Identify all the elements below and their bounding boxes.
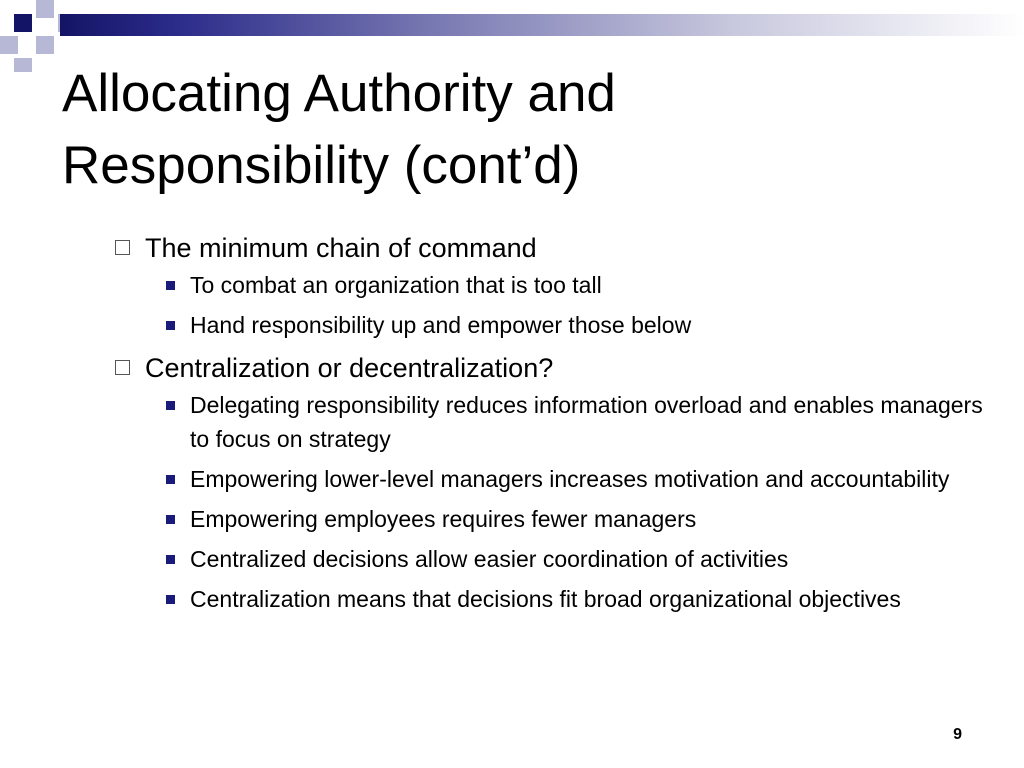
list-item-text: Empowering lower-level managers increases motivation and accountability — [190, 466, 950, 492]
list-item — [112, 268, 992, 302]
section-heading-text: The minimum chain of command — [145, 233, 537, 263]
bullet-list — [112, 268, 992, 342]
hollow-square-bullet-icon — [115, 360, 130, 375]
filled-square-bullet-icon — [166, 555, 175, 564]
filled-square-bullet-icon — [166, 515, 175, 524]
filled-square-bullet-icon — [166, 401, 175, 410]
slide-title-line: Allocating Authority and — [62, 64, 616, 123]
filled-square-bullet-icon — [166, 595, 175, 604]
section-heading-text: Centralization or decentralization? — [145, 353, 554, 383]
list-item — [112, 388, 992, 456]
deco-square — [14, 14, 32, 32]
deco-square — [36, 36, 54, 54]
deco-square — [14, 58, 32, 72]
hollow-square-bullet-icon — [115, 240, 130, 255]
deco-square — [36, 0, 54, 18]
list-item — [112, 308, 992, 342]
list-item — [112, 542, 992, 576]
list-item-text: Hand responsibility up and empower those below — [190, 312, 692, 338]
list-item — [112, 582, 992, 616]
list-item-text: To combat an organization that is too tall — [190, 272, 602, 298]
deco-square — [0, 36, 18, 54]
section-heading — [112, 348, 992, 388]
slide-title-line: Responsibility (cont’d) — [62, 136, 581, 195]
bullet-list — [112, 388, 992, 616]
list-item-text: Centralized decisions allow easier coordination of activities — [190, 546, 789, 572]
list-item — [112, 502, 992, 536]
section-heading — [112, 228, 992, 268]
filled-square-bullet-icon — [166, 321, 175, 330]
slide-body — [112, 228, 992, 622]
page-number: 9 — [953, 726, 962, 743]
list-item-text: Empowering employees requires fewer managers — [190, 506, 697, 532]
slide-title — [62, 58, 962, 202]
list-item — [112, 462, 992, 496]
filled-square-bullet-icon — [166, 475, 175, 484]
list-item-text: Centralization means that decisions fit broad organizational objectives — [190, 586, 901, 612]
filled-square-bullet-icon — [166, 281, 175, 290]
header-gradient-bar — [60, 14, 1024, 36]
list-item-text: Delegating responsibility reduces information overload and enables managers to focus on strategy — [190, 392, 983, 452]
